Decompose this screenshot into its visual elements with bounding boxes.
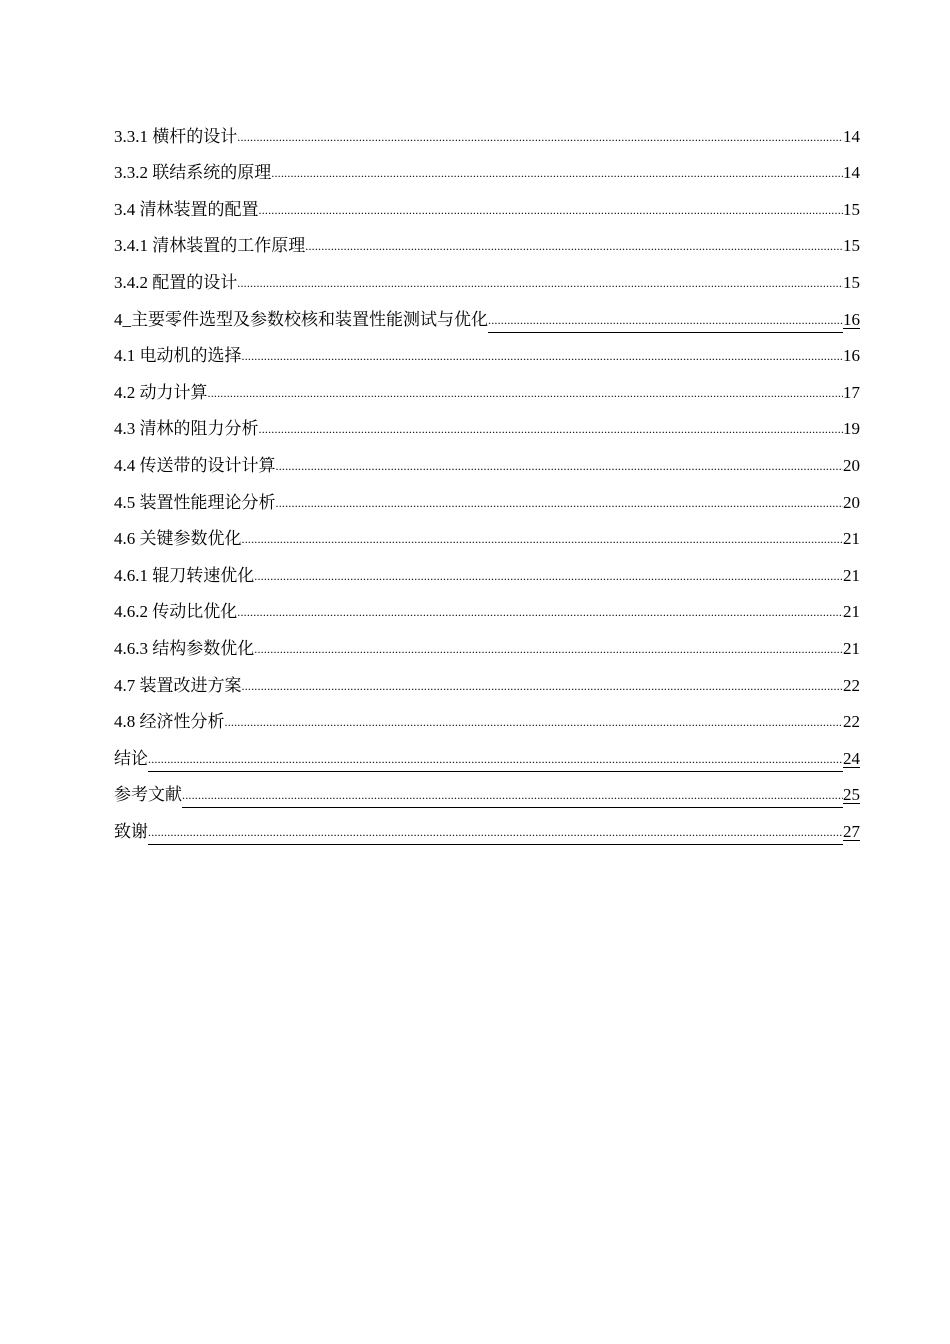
toc-dot-leader: [254, 638, 843, 662]
toc-dot-leader: [237, 272, 843, 296]
toc-page-number: 16: [843, 309, 860, 329]
toc-dot-leader: [182, 784, 843, 808]
toc-entry[interactable]: [114, 223, 860, 260]
toc-entry[interactable]: [114, 406, 860, 443]
toc-dot-leader: [242, 345, 844, 369]
toc-entry[interactable]: [114, 186, 860, 223]
toc-page-number: 24: [843, 748, 860, 768]
toc-page-number: 19: [843, 419, 860, 439]
toc-entry-title: 3.4.1 清林装置的工作原理: [114, 236, 306, 256]
toc-dot-leader: [148, 748, 843, 772]
toc-entry[interactable]: [114, 150, 860, 187]
toc-page-number: 21: [843, 638, 860, 658]
toc-entry[interactable]: [114, 516, 860, 553]
toc-entry-link[interactable]: [114, 296, 860, 333]
toc-page-number: 27: [843, 821, 860, 841]
toc-page-number: 15: [843, 236, 860, 256]
toc-page-number: 16: [843, 346, 860, 366]
toc-dot-leader: [237, 601, 843, 625]
toc-entry[interactable]: [114, 662, 860, 699]
toc-entry[interactable]: [114, 113, 860, 150]
toc-entry-link[interactable]: [114, 735, 860, 772]
toc-entry-title: 参考文献: [114, 785, 182, 805]
toc-page-number: 22: [843, 675, 860, 695]
toc-page-number: 14: [843, 163, 860, 183]
toc-entry-title: 4_主要零件选型及参数校核和装置性能测试与优化: [114, 309, 488, 329]
toc-dot-leader: [237, 126, 843, 150]
toc-page-number: 14: [843, 126, 860, 146]
toc-page-number: 21: [843, 602, 860, 622]
toc-entry-link[interactable]: [114, 772, 860, 809]
table-of-contents: [114, 113, 860, 845]
toc-dot-leader: [259, 418, 844, 442]
toc-entry-title: 4.3 清林的阻力分析: [114, 419, 259, 439]
toc-dot-leader: [148, 821, 843, 845]
toc-entry-title: 4.2 动力计算: [114, 382, 208, 402]
toc-dot-leader: [276, 455, 844, 479]
toc-entry[interactable]: [114, 442, 860, 479]
toc-dot-leader: [259, 199, 844, 223]
toc-dot-leader: [305, 235, 843, 259]
toc-entry-title: 3.3.2 联结系统的原理: [114, 163, 272, 183]
toc-entry-title: 4.6.1 辊刀转速优化: [114, 565, 255, 585]
toc-entry-title: 结论: [114, 748, 148, 768]
toc-page-number: 21: [843, 565, 860, 585]
toc-dot-leader: [271, 162, 843, 186]
toc-dot-leader: [242, 675, 844, 699]
toc-entry-title: 4.4 传送带的设计计算: [114, 455, 276, 475]
toc-entry-title: 4.8 经济性分析: [114, 712, 225, 732]
toc-page-number: 21: [843, 529, 860, 549]
toc-entry-title: 4.6.2 传动比优化: [114, 602, 238, 622]
toc-entry-link[interactable]: [114, 808, 860, 845]
toc-entry[interactable]: [114, 333, 860, 370]
toc-page-number: 17: [843, 382, 860, 402]
toc-entry-title: 致谢: [114, 821, 148, 841]
toc-entry[interactable]: [114, 589, 860, 626]
toc-entry-title: 3.4.2 配置的设计: [114, 272, 238, 292]
toc-entry-title: 4.6.3 结构参数优化: [114, 638, 255, 658]
toc-page-number: 15: [843, 199, 860, 219]
toc-entry[interactable]: [114, 552, 860, 589]
toc-dot-leader: [276, 492, 844, 516]
toc-dot-leader: [254, 565, 843, 589]
toc-page-number: 25: [843, 785, 860, 805]
toc-entry[interactable]: [114, 625, 860, 662]
toc-entry-title: 4.6 关键参数优化: [114, 529, 242, 549]
toc-entry-title: 3.4 清林装置的配置: [114, 199, 259, 219]
toc-page-number: 15: [843, 272, 860, 292]
toc-page-number: 20: [843, 492, 860, 512]
toc-entry[interactable]: [114, 699, 860, 736]
toc-entry-title: 4.1 电动机的选择: [114, 346, 242, 366]
toc-dot-leader: [488, 309, 843, 333]
toc-entry[interactable]: [114, 479, 860, 516]
toc-entry-title: 3.3.1 横杆的设计: [114, 126, 238, 146]
toc-entry-title: 4.7 装置改进方案: [114, 675, 242, 695]
toc-dot-leader: [242, 528, 844, 552]
toc-page-number: 20: [843, 455, 860, 475]
toc-dot-leader: [208, 382, 844, 406]
toc-entry[interactable]: [114, 259, 860, 296]
toc-entry-title: 4.5 装置性能理论分析: [114, 492, 276, 512]
toc-entry[interactable]: [114, 369, 860, 406]
toc-dot-leader: [225, 711, 844, 735]
toc-page-number: 22: [843, 712, 860, 732]
